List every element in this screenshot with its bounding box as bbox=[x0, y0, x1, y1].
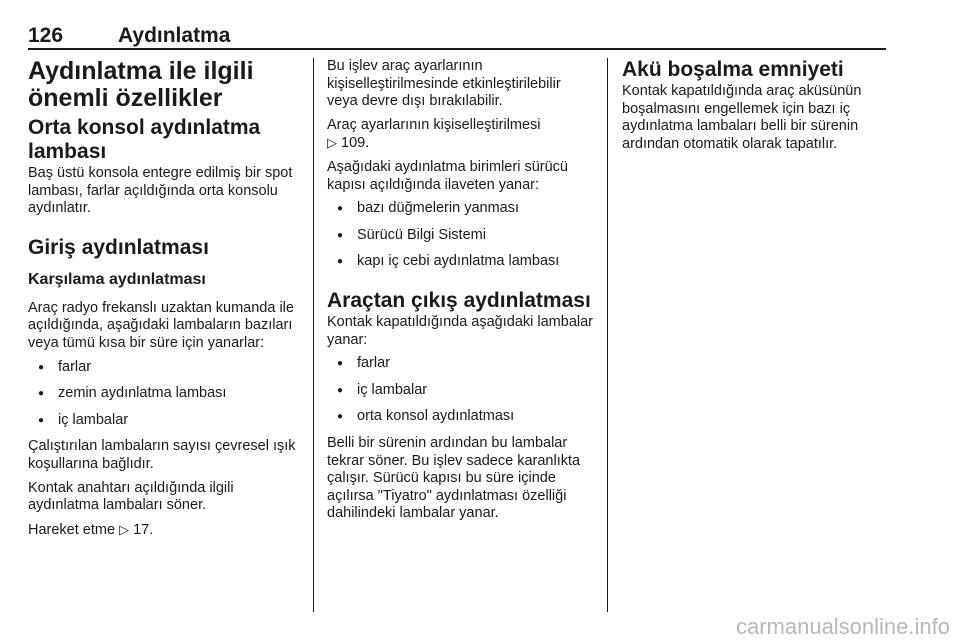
subsection-title-console-lamp: Orta konsol aydınlatma lambası bbox=[28, 116, 261, 163]
lights-count-text: Çalıştırılan lambaların sayısı çevresel ışık koşullarına bağlıdır. bbox=[28, 438, 296, 472]
list-item: ● zemin aydınlatma lambası bbox=[28, 385, 302, 403]
reference-arrow-icon: ▷ bbox=[327, 135, 337, 151]
welcome-lighting-text: Araç radyo frekanslı uzaktan kumanda ile açıldığında, aşağıdaki lambaların bazıları veya tümü kısa bir süre için yanarlar: bbox=[28, 299, 294, 351]
running-title: Aydınlatma bbox=[118, 24, 231, 47]
section-title: Aydınlatma ile ilgili önemli özellikler bbox=[28, 57, 254, 112]
page-number: 126 bbox=[28, 24, 64, 47]
subsection-title-entry-lighting: Giriş aydınlatması bbox=[28, 235, 209, 259]
list-item: ● kapı iç cebi aydınlatma lambası bbox=[327, 253, 595, 271]
list-item: ● iç lambalar bbox=[28, 412, 302, 430]
exit-lights-list bbox=[327, 355, 595, 426]
welcome-lights-list bbox=[28, 359, 302, 430]
personalization-text: Bu işlev araç ayarlarının kişiselleştirilmesinde etkinleştirilebilir veya devre dışı bırakılabilir. bbox=[327, 58, 561, 110]
subsection-title-battery-saver: Akü boşalma emniyeti bbox=[622, 58, 844, 81]
column-3 bbox=[622, 58, 890, 159]
watermark: carmanualsonline.info bbox=[735, 614, 950, 639]
subsection-title-exit-lighting: Araçtan çıkış aydınlatması bbox=[327, 288, 591, 312]
list-item: ● farlar bbox=[28, 359, 302, 377]
driver-door-text: Aşağıdaki aydınlatma birimleri sürücü kapısı açıldığında ilaveten yanar: bbox=[327, 158, 568, 193]
reference-label: Hareket etme bbox=[28, 521, 116, 538]
reference-label: Araç ayarlarının kişiselleştirilmesi bbox=[327, 116, 541, 133]
exit-lighting-detail: Belli bir sürenin ardından bu lambalar tekrar söner. Bu işlev sadece karanlıkta çalışır. Sürücü kapısı bu süre içinde açılırsa "Tiyatro" aydınlatması özelliği dahilindeki lambalar yanar. bbox=[327, 434, 581, 522]
list-item: ● farlar bbox=[327, 355, 595, 373]
reference-arrow-icon: ▷ bbox=[119, 521, 130, 537]
column-divider-2 bbox=[607, 58, 608, 612]
list-item: ● iç lambalar bbox=[327, 382, 595, 400]
reference-personalization[interactable] bbox=[327, 117, 595, 153]
exit-lighting-text: Kontak kapatıldığında aşağıdaki lambalar yanar: bbox=[327, 313, 594, 348]
ignition-on-text: Kontak anahtarı açıldığında ilgili aydınlatma lambaları söner. bbox=[28, 479, 234, 514]
console-lamp-text: Baş üstü konsola entegre edilmiş bir spot lambası, farlar açıldığında orta konsolu aydınlatır. bbox=[28, 165, 293, 217]
reference-page: 17. bbox=[133, 521, 154, 538]
reference-page: 109. bbox=[341, 135, 370, 152]
list-item: ● Sürücü Bilgi Sistemi bbox=[327, 227, 595, 245]
column-2 bbox=[327, 58, 595, 529]
list-item: ● bazı düğmelerin yanması bbox=[327, 200, 595, 218]
subheading-welcome-lighting: Karşılama aydınlatması bbox=[28, 270, 206, 288]
driver-door-lights-list bbox=[327, 200, 595, 271]
column-1 bbox=[28, 58, 302, 545]
list-item: ● orta konsol aydınlatması bbox=[327, 408, 595, 426]
page-header bbox=[28, 12, 886, 48]
reference-driving[interactable] bbox=[28, 521, 302, 540]
battery-saver-text: Kontak kapatıldığında araç aküsünün boşalmasını engellemek için bazı iç aydınlatma lambaları belli bir sürenin ardından otomatik olarak tapatılır. bbox=[622, 83, 862, 152]
column-divider-1 bbox=[313, 58, 314, 612]
header-divider bbox=[28, 48, 886, 50]
